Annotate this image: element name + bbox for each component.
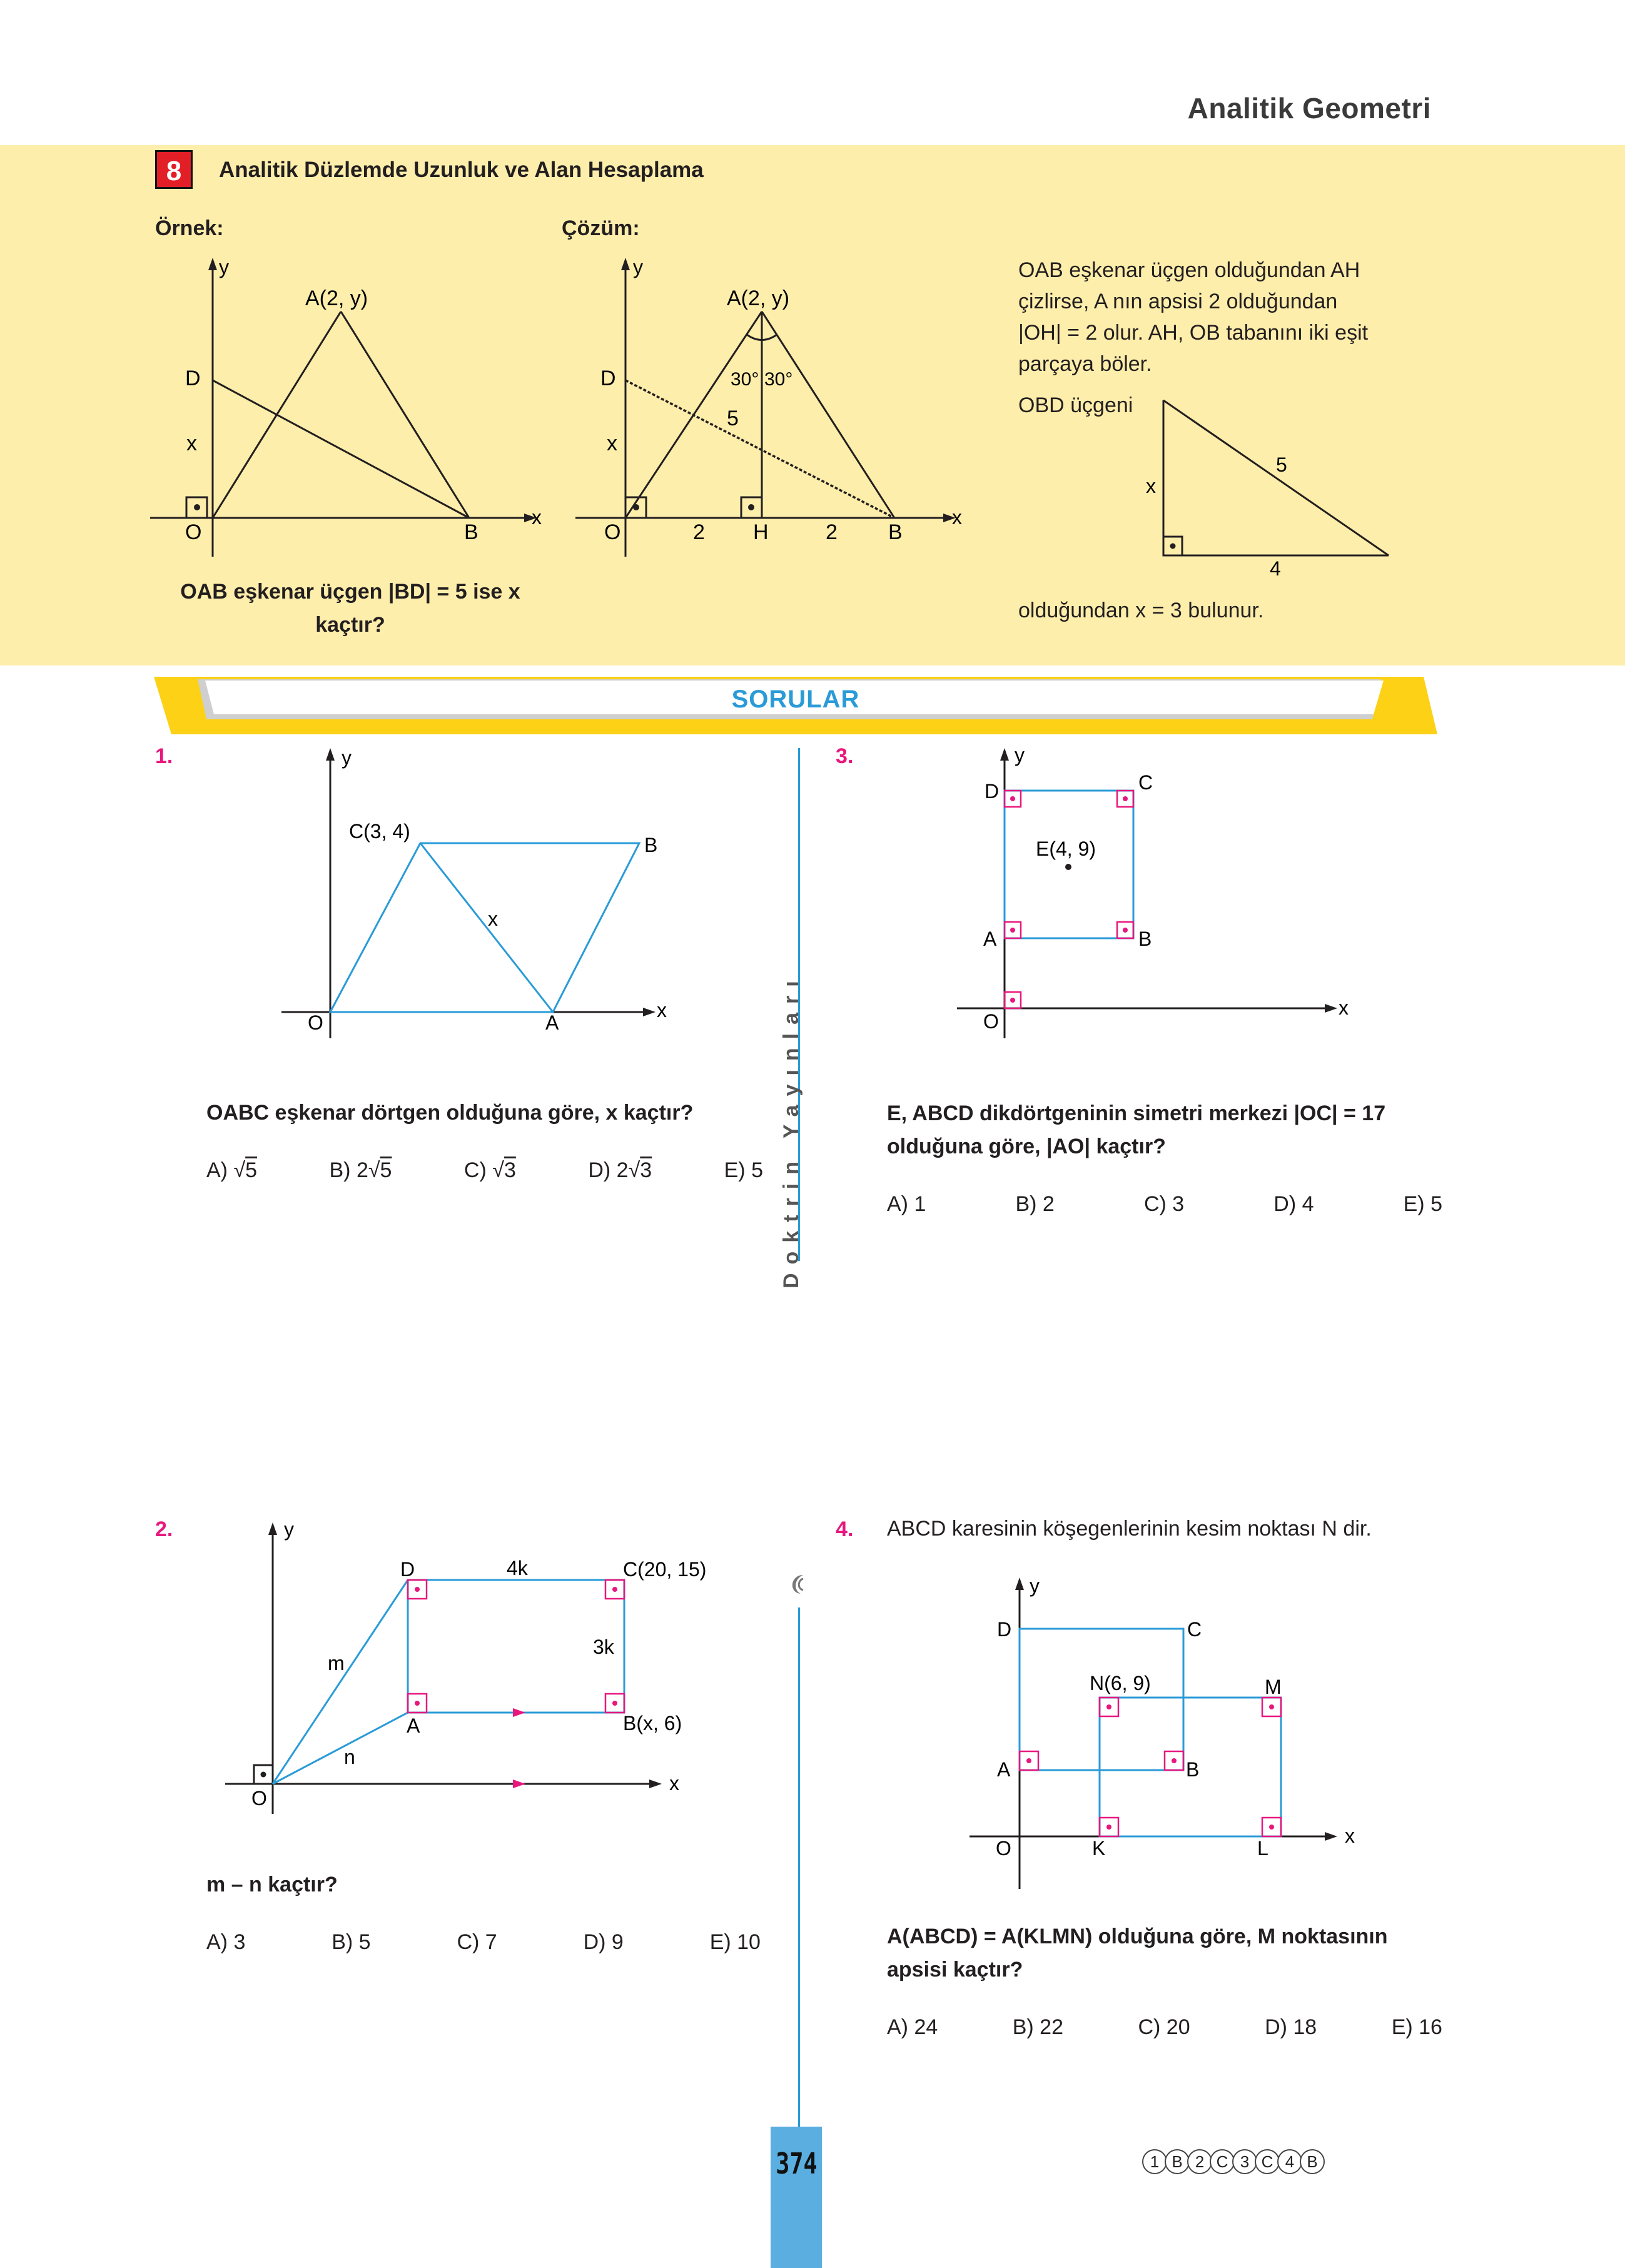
q4-choice-a[interactable]: A) 24	[887, 2015, 938, 2039]
q3-choice-c[interactable]: C) 3	[1143, 1192, 1185, 1216]
q1-number: 1.	[155, 744, 173, 768]
q3-question-line1: E, ABCD dikdörtgeninin simetri merkezi |OC| = 17	[887, 1101, 1386, 1125]
solution-figure	[563, 244, 976, 575]
label-d: D	[185, 367, 201, 390]
label-a: A	[997, 1758, 1011, 1781]
label-o: O	[996, 1837, 1011, 1860]
label-h: H	[753, 520, 769, 544]
obd-triangle-figure	[1138, 394, 1401, 575]
label-y: y	[284, 1518, 294, 1541]
triangle-label-four: 4	[1270, 557, 1281, 575]
q1-choice-d[interactable]: D) 2√3	[588, 1158, 652, 1182]
answer-key	[1142, 2149, 1325, 2174]
example-question-line2: kaçtır?	[315, 612, 385, 637]
q4-question	[887, 1920, 1388, 1986]
q4-question-line1: A(ABCD) = A(KLMN) olduğuna göre, M noktasının	[887, 1925, 1388, 1948]
label-x-segment: x	[488, 908, 498, 930]
solution-text-line: çizlirse, A nın apsisi 2 olduğundan	[1018, 289, 1338, 313]
publisher-side-text: Doktrin Yayınları	[779, 972, 803, 1288]
answer-key-letter: C	[1210, 2149, 1235, 2174]
label-o: O	[185, 520, 202, 544]
point-e	[1065, 864, 1071, 870]
q4-choice-d[interactable]: D) 18	[1265, 2015, 1317, 2039]
publisher-logo-icon	[784, 1570, 813, 1599]
diagonal-ca	[420, 843, 553, 1012]
q4-figure	[957, 1564, 1382, 1901]
solution-text-line: |OH| = 2 olur. AH, OB tabanını iki eşit	[1018, 320, 1369, 345]
segment-n	[273, 1713, 408, 1784]
q3-question-line2: olduğuna göre, |AO| kaçtır?	[887, 1134, 1166, 1158]
example-label: Örnek:	[155, 216, 224, 240]
q2-choice-c[interactable]: C) 7	[457, 1930, 497, 1954]
q4-choice-e[interactable]: E) 16	[1391, 2015, 1442, 2039]
square-abcd	[1020, 1629, 1183, 1770]
triangle-label-x: x	[1146, 475, 1156, 497]
sqrt-icon: √	[368, 1158, 380, 1182]
answer-key-letter: C	[1255, 2149, 1280, 2174]
sqrt-icon: √	[233, 1158, 246, 1182]
q3-question	[887, 1097, 1385, 1163]
segment-db	[213, 380, 469, 518]
label-n: n	[344, 1746, 355, 1768]
answer-key-number: 1	[1142, 2149, 1167, 2174]
q1-choice-b[interactable]: B) 2√5	[329, 1158, 392, 1182]
q1-choice-c[interactable]: C) √3	[463, 1158, 516, 1182]
section-number-badge: 8	[155, 150, 193, 189]
example-question-line1: OAB eşkenar üçgen |BD| = 5 ise x	[180, 580, 520, 604]
page-header-title: Analitik Geometri	[1187, 92, 1431, 124]
segment-m	[273, 1580, 408, 1784]
label-x-segment: x	[607, 432, 617, 455]
solution-text	[1018, 255, 1368, 380]
label-y: y	[1015, 744, 1025, 766]
label-b: B	[1186, 1758, 1200, 1781]
label-4k: 4k	[507, 1557, 528, 1579]
solution-text-line: OAB eşkenar üçgen olduğundan AH	[1018, 258, 1360, 282]
label-x-segment: x	[186, 432, 197, 455]
y-arrow-head	[208, 258, 217, 270]
side-ab	[341, 311, 469, 518]
example-figure	[144, 244, 557, 575]
label-d: D	[997, 1618, 1012, 1641]
solution-text-line: parçaya böler.	[1018, 352, 1152, 376]
solution-conclusion: olduğundan x = 3 bulunur.	[1018, 599, 1264, 622]
label-x: x	[532, 506, 542, 529]
q3-choices	[887, 1192, 1442, 1217]
sqrt-icon: √	[492, 1158, 504, 1182]
questions-banner-title: SORULAR	[731, 686, 860, 713]
q2-number: 2.	[155, 1517, 173, 1541]
label-x: x	[657, 999, 667, 1021]
label-b: B	[644, 834, 658, 856]
obd-label: OBD üçgeni	[1018, 393, 1133, 417]
sqrt-icon: √	[628, 1158, 640, 1182]
q4-choices	[887, 2015, 1442, 2040]
label-o: O	[251, 1787, 267, 1810]
parallel-arrow-icon	[513, 1779, 525, 1788]
q2-choice-e[interactable]: E) 10	[709, 1930, 761, 1954]
q2-question: m – n kaçtır?	[206, 1873, 338, 1896]
q4-question-line2: apsisi kaçtır?	[887, 1957, 1023, 1982]
q2-choice-d[interactable]: D) 9	[583, 1930, 624, 1954]
answer-key-letter: B	[1165, 2149, 1190, 2174]
label-l: L	[1257, 1837, 1268, 1860]
label-o: O	[604, 520, 621, 544]
label-b: B	[1138, 928, 1152, 950]
q4-number: 4.	[836, 1517, 854, 1541]
label-x: x	[1339, 996, 1349, 1019]
label-b: B(x, 6)	[623, 1712, 682, 1734]
solution-label: Çözüm:	[562, 216, 640, 240]
rhombus-oabc	[330, 843, 639, 1012]
label-a: A(2, y)	[305, 286, 368, 310]
label-k: K	[1092, 1837, 1106, 1860]
label-m: m	[328, 1652, 345, 1674]
q3-choice-b[interactable]: B) 2	[1015, 1192, 1055, 1216]
label-two-left: 2	[693, 520, 705, 544]
answer-key-number: 3	[1232, 2149, 1257, 2174]
triangle-label-five: 5	[1276, 453, 1287, 476]
label-x: x	[1345, 1825, 1355, 1847]
q3-number: 3.	[836, 744, 854, 768]
label-c: C	[1187, 1618, 1202, 1641]
label-a: A	[545, 1011, 559, 1034]
parallel-arrow-icon	[513, 1708, 525, 1717]
label-a: A	[983, 928, 997, 950]
page-number: 374	[776, 2147, 818, 2180]
label-3k: 3k	[593, 1636, 614, 1658]
q3-choice-a[interactable]: A) 1	[887, 1192, 926, 1216]
section-title: Analitik Düzlemde Uzunluk ve Alan Hesaplama	[219, 158, 704, 182]
q4-choice-c[interactable]: C) 20	[1138, 2015, 1190, 2039]
label-a: A	[407, 1714, 420, 1737]
label-y: y	[342, 746, 352, 769]
label-x: x	[952, 506, 962, 529]
label-c: C(3, 4)	[349, 820, 410, 843]
rectangle-abcd	[408, 1580, 624, 1713]
label-c: C	[1138, 771, 1153, 794]
label-n: N(6, 9)	[1090, 1672, 1151, 1694]
label-o: O	[308, 1011, 323, 1034]
q1-question: OABC eşkenar dörtgen olduğuna göre, x kaçtır?	[206, 1101, 694, 1125]
q3-figure	[944, 738, 1370, 1038]
column-divider-bottom	[798, 1607, 800, 2127]
answer-key-letter: B	[1300, 2149, 1325, 2174]
label-d: D	[985, 780, 1000, 802]
q2-choice-b[interactable]: B) 5	[332, 1930, 371, 1954]
label-x: x	[669, 1772, 679, 1795]
q1-choice-a[interactable]: A) √5	[206, 1158, 258, 1182]
q1-choice-e[interactable]: E) 5	[724, 1158, 763, 1182]
example-question	[150, 575, 550, 641]
q2-figure	[213, 1514, 713, 1814]
label-a: A(2, y)	[727, 286, 790, 310]
answer-key-number: 2	[1187, 2149, 1212, 2174]
label-d: D	[600, 367, 616, 390]
label-y: y	[1030, 1574, 1040, 1597]
label-b: B	[888, 520, 903, 544]
label-angle-right: 30°	[764, 369, 793, 390]
label-d: D	[400, 1558, 415, 1581]
label-m: M	[1265, 1676, 1282, 1698]
q1-choices	[206, 1158, 763, 1183]
label-c: C(20, 15)	[623, 1558, 707, 1581]
label-angle-left: 30°	[731, 369, 759, 390]
label-o: O	[983, 1010, 999, 1033]
answer-key-number: 4	[1277, 2149, 1302, 2174]
q3-choice-e[interactable]: E) 5	[1403, 1192, 1442, 1216]
label-five: 5	[727, 407, 739, 430]
label-two-right: 2	[826, 520, 838, 544]
q4-intro: ABCD karesinin köşegenlerinin kesim noktası N dir.	[887, 1517, 1372, 1541]
q1-figure	[275, 738, 688, 1038]
label-b: B	[464, 520, 478, 544]
q2-choices	[206, 1930, 761, 1955]
label-y: y	[633, 256, 643, 278]
label-y: y	[219, 256, 229, 278]
q3-choice-d[interactable]: D) 4	[1273, 1192, 1314, 1216]
q4-choice-b[interactable]: B) 22	[1012, 2015, 1063, 2039]
q2-choice-a[interactable]: A) 3	[206, 1930, 246, 1954]
label-e: E(4, 9)	[1036, 838, 1096, 860]
right-angle-dot	[194, 504, 200, 510]
